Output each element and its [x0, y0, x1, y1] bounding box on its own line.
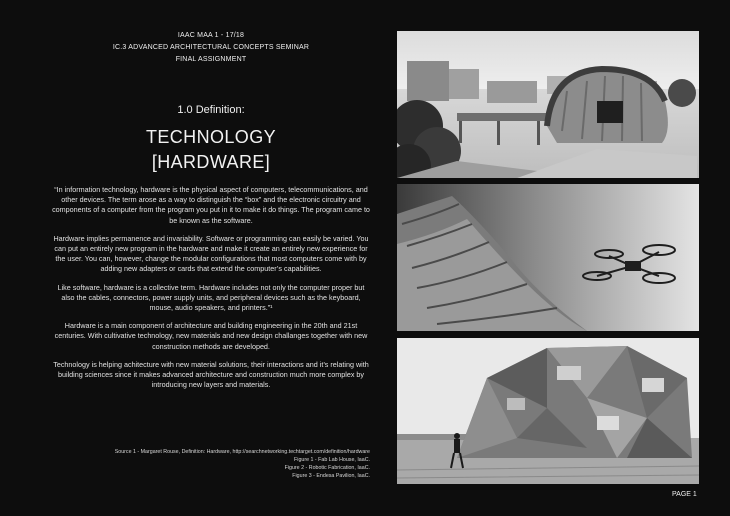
paragraph-definition-2: Hardware implies permanence and invariability. Software or programming can easily be varied. You can put an entirely new program in the hardware and make it create an entirely new experience for the user. You can, however, change the modular configurations that most computers come with by adding new adapters or cards that extend the computer’s capabilities.: [53, 233, 369, 274]
robotic-fabrication-illustration: [397, 184, 699, 331]
course-header-line-1: IAAC MAA 1 - 17/18: [177, 32, 245, 39]
source-citation: Source 1 - Margaret Rouse, Definition: Hardware, http://searchnetworking.techtarget.com/definition/hardware: [114, 449, 370, 455]
figure-caption-1: Figure 1 - Fab Lab House, IaaC.: [294, 457, 370, 463]
fab-lab-house-illustration: [397, 31, 699, 178]
section-label: 1.0 Definition:: [177, 104, 245, 116]
paragraph-definition-1: “In information technology, hardware is the physical aspect of computers, telecommunications, and other devices. The term arose as a way to distinguish the “box” and the electronic circuitry and components of a computer from the program you put in it to make it do things. The program came to be known as the software.: [52, 185, 370, 225]
paragraph-architecture-1: Hardware is a main component of architecture and building engineering in the 20th and 21st centuries. With cultivative technology, new materials and new design challanges together with new construction methods are developed.: [54, 321, 368, 351]
page-title: [52, 125, 370, 175]
figure-3-photo: [397, 338, 699, 484]
figure-2-photo: [397, 184, 699, 331]
paragraph-architecture-2: Technology is helping achitecture with new material solutions, their interactions and it’s relating with building sciences since it makes advanced architecture and construction much more complex by introducing new layers and materials.: [53, 359, 369, 390]
course-header: [52, 30, 370, 66]
figure-1-photo: [397, 31, 699, 178]
course-header-line-2: IC.3 ADVANCED ARCHITECTURAL CONCEPTS SEMINAR: [112, 44, 310, 51]
paragraph-definition-3: Like software, hardware is a collective term. Hardware includes not only the computer proper but also the cables, connectors, power supply units, and peripheral devices such as the keyboard, mouse, audio speakers, and printers.”¹: [57, 282, 365, 313]
title-line-1: TECHNOLOGY: [145, 127, 277, 147]
endesa-pavilion-illustration: [397, 338, 699, 484]
page-number: PAGE 1: [672, 491, 697, 498]
figure-caption-2: Figure 2 - Robotic Fabrication, IaaC.: [284, 465, 370, 471]
title-line-2: [HARDWARE]: [151, 152, 271, 172]
body-text: [52, 185, 370, 390]
text-column: [52, 30, 370, 398]
source-captions: [30, 448, 370, 480]
figure-caption-3: Figure 3 - Endesa Pavilion, IaaC.: [292, 473, 370, 479]
course-header-line-3: FINAL ASSIGNMENT: [175, 56, 247, 63]
